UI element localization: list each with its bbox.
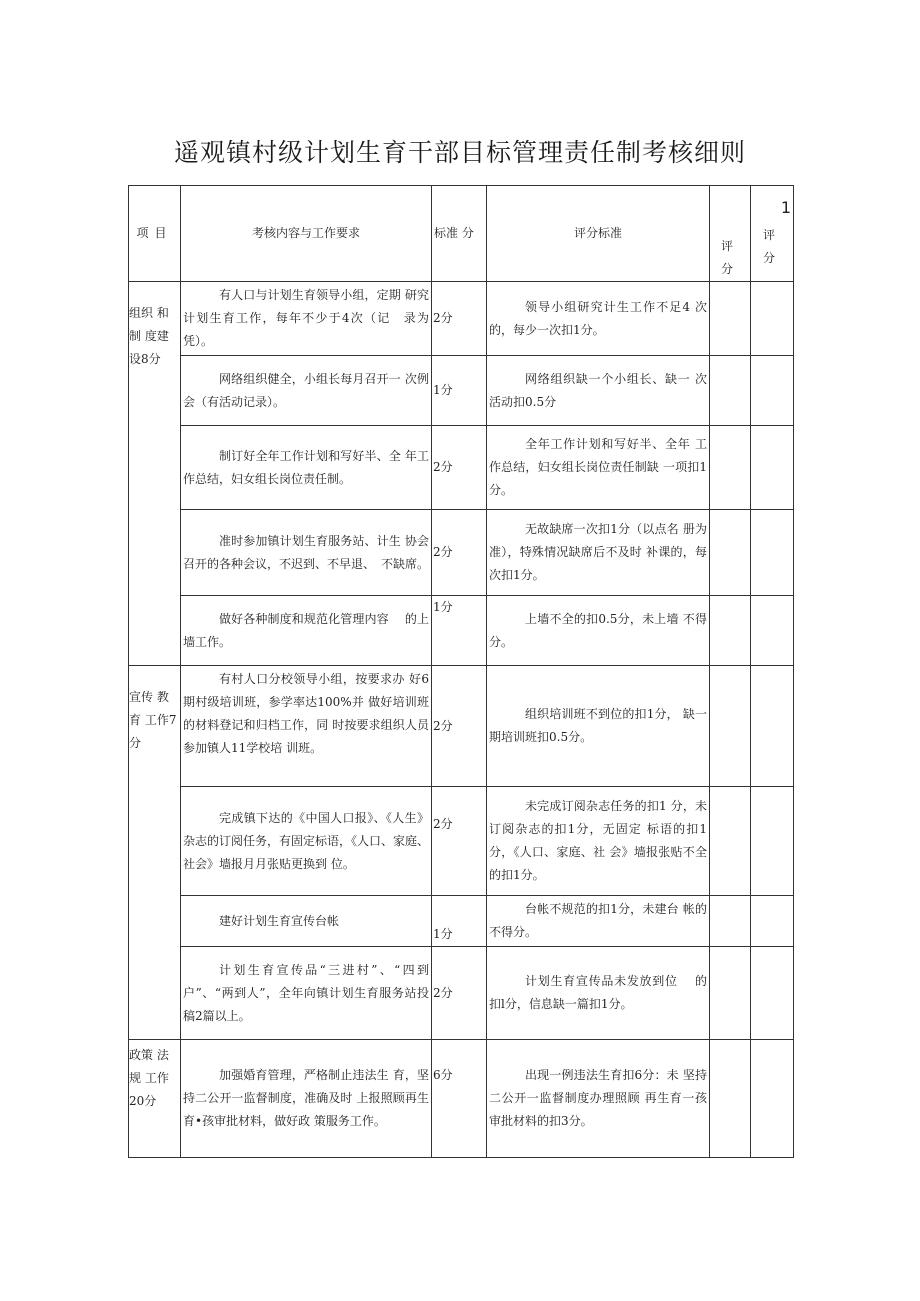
row-standard: 6分 bbox=[432, 1040, 487, 1158]
row-content: 有人口与计划生育领导小组，定期 研究计划生育工作，每年不少于4次（记 录为凭）。 bbox=[181, 282, 432, 356]
table-row bbox=[129, 426, 794, 510]
assessment-table bbox=[128, 185, 794, 1158]
score-cell[interactable] bbox=[710, 282, 751, 356]
table-row bbox=[129, 1040, 794, 1158]
score-cell[interactable] bbox=[751, 666, 794, 787]
row-content: 有村人口分校领导小组，按要求办 好6期村级培训班，参学率达100%并 做好培训班的材料登记和归档工作，同 时按要求组织人员参加镇人11学校培 训班。 bbox=[181, 666, 432, 787]
header-score-1 bbox=[710, 186, 751, 282]
section-item-policy: 政策 法规 工作20分 bbox=[129, 1040, 181, 1158]
row-standard: 2分 bbox=[432, 666, 487, 787]
row-criteria: 网络组织缺一个小组长、缺一 次活动扣0.5分 bbox=[487, 356, 710, 426]
row-content: 做好各种制度和规范化管理内容 的上墙工作。 bbox=[181, 596, 432, 666]
header-content: 考核内容与工作要求 bbox=[181, 186, 432, 282]
section-item-publicity: 宣传 教育 工作7分 bbox=[129, 666, 181, 1040]
row-content: 加强婚育管理，严格制止违法生 育，坚持二公开一监督制度，准确及时 上报照顾再生育•孩审批材料，做好政 策服务工作。 bbox=[181, 1040, 432, 1158]
header-standard: 标准 分 bbox=[432, 186, 487, 282]
score-cell[interactable] bbox=[751, 282, 794, 356]
row-standard: 1分 bbox=[432, 596, 487, 666]
table-row bbox=[129, 356, 794, 426]
row-content: 准时参加镇计划生育服务站、计生 协会召开的各种会议，不迟到、不早退、 不缺席。 bbox=[181, 510, 432, 596]
score-cell[interactable] bbox=[710, 666, 751, 787]
row-criteria: 计划生育宣传品未发放到位 的扣l分，信息缺一篇扣1分。 bbox=[487, 947, 710, 1040]
row-criteria: 未完成订阅杂志任务的扣1 分，未订阅杂志的扣1分，无固定 标语的扣1分，《人口、家庭、社 会》墙报张贴不全的扣1分。 bbox=[487, 787, 710, 896]
score-cell[interactable] bbox=[710, 787, 751, 896]
table-row bbox=[129, 510, 794, 596]
score-cell[interactable] bbox=[751, 426, 794, 510]
row-standard: 2分 bbox=[432, 426, 487, 510]
header-item: 项目 bbox=[129, 186, 181, 282]
row-content: 网络组织健全，小组长每月召开一 次例会（有活动记录）。 bbox=[181, 356, 432, 426]
row-standard: 1分 bbox=[432, 356, 487, 426]
score-cell[interactable] bbox=[710, 510, 751, 596]
row-standard: 2分 bbox=[432, 787, 487, 896]
score-cell[interactable] bbox=[751, 1040, 794, 1158]
score-cell[interactable] bbox=[710, 426, 751, 510]
header-score-2-label: 评分 bbox=[762, 228, 775, 265]
score-cell[interactable] bbox=[751, 947, 794, 1040]
section-item-organization: 组织 和制 度建设8分 bbox=[129, 282, 181, 666]
row-standard: 2分 bbox=[432, 282, 487, 356]
table-row bbox=[129, 947, 794, 1040]
score-cell[interactable] bbox=[751, 896, 794, 947]
page-number: 1 bbox=[780, 198, 791, 217]
row-criteria: 台帐不规范的扣1分，未建台 帐的不得分。 bbox=[487, 896, 710, 947]
score-cell[interactable] bbox=[710, 1040, 751, 1158]
table-header-row bbox=[129, 186, 794, 282]
row-criteria: 出现一例违法生育扣6分：未 坚持二公开一监督制度办理照顾 再生育一孩审批材料的扣3分。 bbox=[487, 1040, 710, 1158]
row-standard: 1分 bbox=[432, 896, 487, 947]
score-cell[interactable] bbox=[751, 356, 794, 426]
table-row bbox=[129, 896, 794, 947]
score-cell[interactable] bbox=[710, 947, 751, 1040]
table-row bbox=[129, 787, 794, 896]
score-cell[interactable] bbox=[710, 896, 751, 947]
score-cell[interactable] bbox=[710, 596, 751, 666]
score-cell[interactable] bbox=[751, 596, 794, 666]
row-criteria: 无故缺席一次扣1分（以点名 册为准），特殊情况缺席后不及时 补课的，每次扣1分。 bbox=[487, 510, 710, 596]
row-content: 计划生育宣传品“三进村”、“四到户”、“两到人”，全年向镇计划生育服务站投稿2篇以上。 bbox=[181, 947, 432, 1040]
row-content: 完成镇下达的《中国人口报》、《人生》杂志的订阅任务，有固定标语，《人口、家庭、社会》墙报月月张贴更换到 位。 bbox=[181, 787, 432, 896]
header-score-1-label: 评分 bbox=[720, 239, 741, 276]
table-row bbox=[129, 666, 794, 787]
header-score-2 bbox=[751, 186, 794, 282]
page-title: 遥观镇村级计划生育干部目标管理责任制考核细则 bbox=[173, 138, 746, 167]
table-row bbox=[129, 282, 794, 356]
row-content: 建好计划生育宣传台帐 bbox=[181, 896, 432, 947]
row-criteria: 领导小组研究计生工作不足4 次的，每少一次扣1分。 bbox=[487, 282, 710, 356]
table-row bbox=[129, 596, 794, 666]
score-cell[interactable] bbox=[751, 787, 794, 896]
header-criteria: 评分标准 bbox=[487, 186, 710, 282]
row-standard: 2分 bbox=[432, 947, 487, 1040]
row-content: 制订好全年工作计划和写好半、全 年工作总结，妇女组长岗位责任制。 bbox=[181, 426, 432, 510]
row-standard: 2分 bbox=[432, 510, 487, 596]
score-cell[interactable] bbox=[751, 510, 794, 596]
row-criteria: 全年工作计划和写好半、全年 工作总结，妇女组长岗位责任制缺 一项扣1分。 bbox=[487, 426, 710, 510]
row-criteria: 上墙不全的扣0.5分，未上墙 不得分。 bbox=[487, 596, 710, 666]
row-criteria: 组织培训班不到位的扣1分， 缺一期培训班扣0.5分。 bbox=[487, 666, 710, 787]
score-cell[interactable] bbox=[710, 356, 751, 426]
